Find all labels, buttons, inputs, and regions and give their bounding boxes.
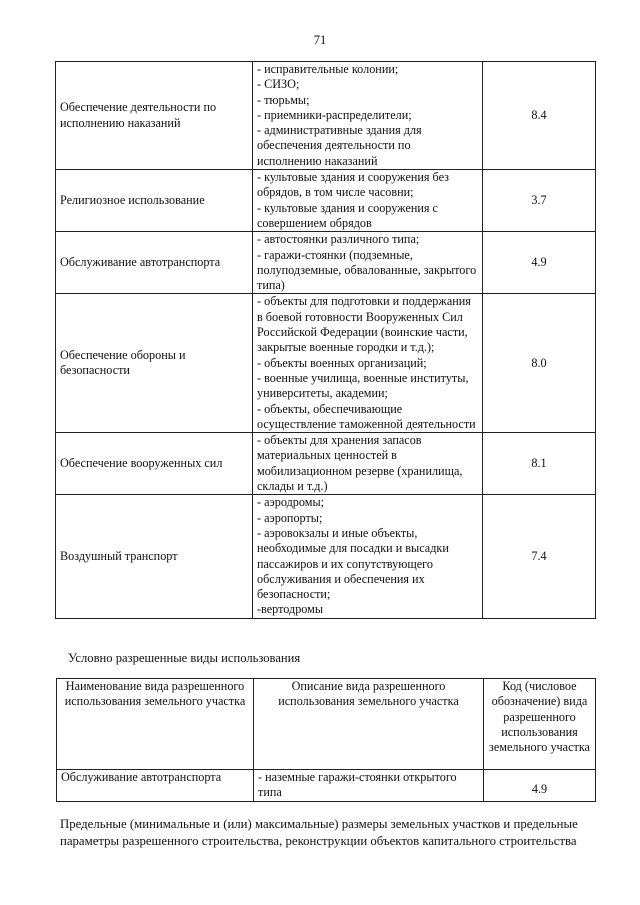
use-description-cell xyxy=(254,770,484,802)
description-line: - объекты для хранения запасов материальных ценностей в мобилизационном резерве (хранилища, склады и т.д.) xyxy=(257,433,463,494)
use-code-cell: 4.9 xyxy=(484,770,596,802)
use-code-cell: 7.4 xyxy=(483,495,596,618)
header-name: Наименование вида разрешенного использования земельного участка xyxy=(57,679,254,770)
description-line: - культовые здания и сооружения с совершением обрядов xyxy=(257,200,438,230)
use-name-cell: Воздушный транспорт xyxy=(56,495,253,618)
header-code: Код (числовое обозначение) вида разрешенного использования земельного участка xyxy=(484,679,596,770)
description-line: - наземные гаражи-стоянки открытого типа xyxy=(258,770,457,800)
description-line: - исправительные колонии; xyxy=(257,62,399,76)
table-row xyxy=(56,433,596,495)
use-description-cell xyxy=(253,232,483,294)
description-line: - аэровокзалы и иные объекты, необходимые для посадки и высадки пассажиров и их сопутствующего обслуживания и обеспечения их безопасности; xyxy=(257,525,449,602)
page-number: 71 xyxy=(313,33,327,47)
description-line: - автостоянки различного типа; xyxy=(257,232,420,247)
use-description-cell xyxy=(253,294,483,433)
use-code-cell: 8.0 xyxy=(483,294,596,433)
table-row xyxy=(56,294,596,433)
description-line: - тюрьмы; xyxy=(257,92,310,107)
use-name-cell: Обслуживание автотранспорта xyxy=(56,232,253,294)
table-row xyxy=(56,62,596,170)
use-name-cell: Обеспечение обороны и безопасности xyxy=(56,294,253,433)
footer-paragraph xyxy=(60,816,588,850)
use-name-cell: Обеспечение вооруженных сил xyxy=(56,433,253,495)
description-line: - административные здания для обеспечения деятельности по исполнению наказаний xyxy=(257,123,422,168)
description-line: - объекты для подготовки и поддержания в боевой готовности Вооруженных Сил Российской Федерации (воинские части, закрытые военные городки и т.д.); xyxy=(257,294,471,355)
description-line: - аэродромы; xyxy=(257,495,325,510)
description-line: - культовые здания и сооружения без обрядов, в том числе часовни; xyxy=(257,170,449,200)
table-row xyxy=(57,770,596,802)
footer-line-1: Предельные (минимальные и (или) максимальные) размеры земельных участков и предельные xyxy=(60,817,578,831)
description-line: - аэропорты; xyxy=(257,510,323,525)
use-name-cell: Обслуживание автотранспорта xyxy=(57,770,254,802)
description-line: -вертодромы xyxy=(257,602,324,617)
description-line: - гаражи-стоянки (подземные, полуподземные, обвалованные, закрытого типа) xyxy=(257,247,477,293)
use-code-cell: 3.7 xyxy=(483,170,596,232)
section-title: Условно разрешенные виды использования xyxy=(68,651,301,665)
use-description-cell xyxy=(253,433,483,495)
table-row xyxy=(56,232,596,294)
use-description-cell xyxy=(253,62,483,170)
use-code-cell: 8.1 xyxy=(483,433,596,495)
description-line: - СИЗО; xyxy=(257,77,300,92)
description-line: - объекты военных организаций; xyxy=(257,355,427,370)
use-name-cell: Религиозное использование xyxy=(56,170,253,232)
permitted-uses-table xyxy=(55,61,596,619)
use-code-cell: 8.4 xyxy=(483,62,596,170)
use-code-cell: 4.9 xyxy=(483,232,596,294)
description-line: - приемники-распределители; xyxy=(257,107,412,122)
description-line: - военные училища, военные институты, университеты, академии; xyxy=(257,370,469,401)
table-header-row xyxy=(57,679,596,770)
use-description-cell xyxy=(253,170,483,232)
table-row xyxy=(56,495,596,618)
conditional-uses-table xyxy=(56,678,596,802)
table-row xyxy=(56,170,596,232)
use-name-cell: Обеспечение деятельности по исполнению наказаний xyxy=(56,62,253,170)
footer-line-2: параметры разрешенного строительства, реконструкции объектов капитального строительства xyxy=(60,834,577,848)
use-description-cell xyxy=(253,495,483,618)
header-description: Описание вида разрешенного использования земельного участка xyxy=(254,679,484,770)
description-line: - объекты, обеспечивающие осуществление таможенной деятельности xyxy=(257,401,476,431)
